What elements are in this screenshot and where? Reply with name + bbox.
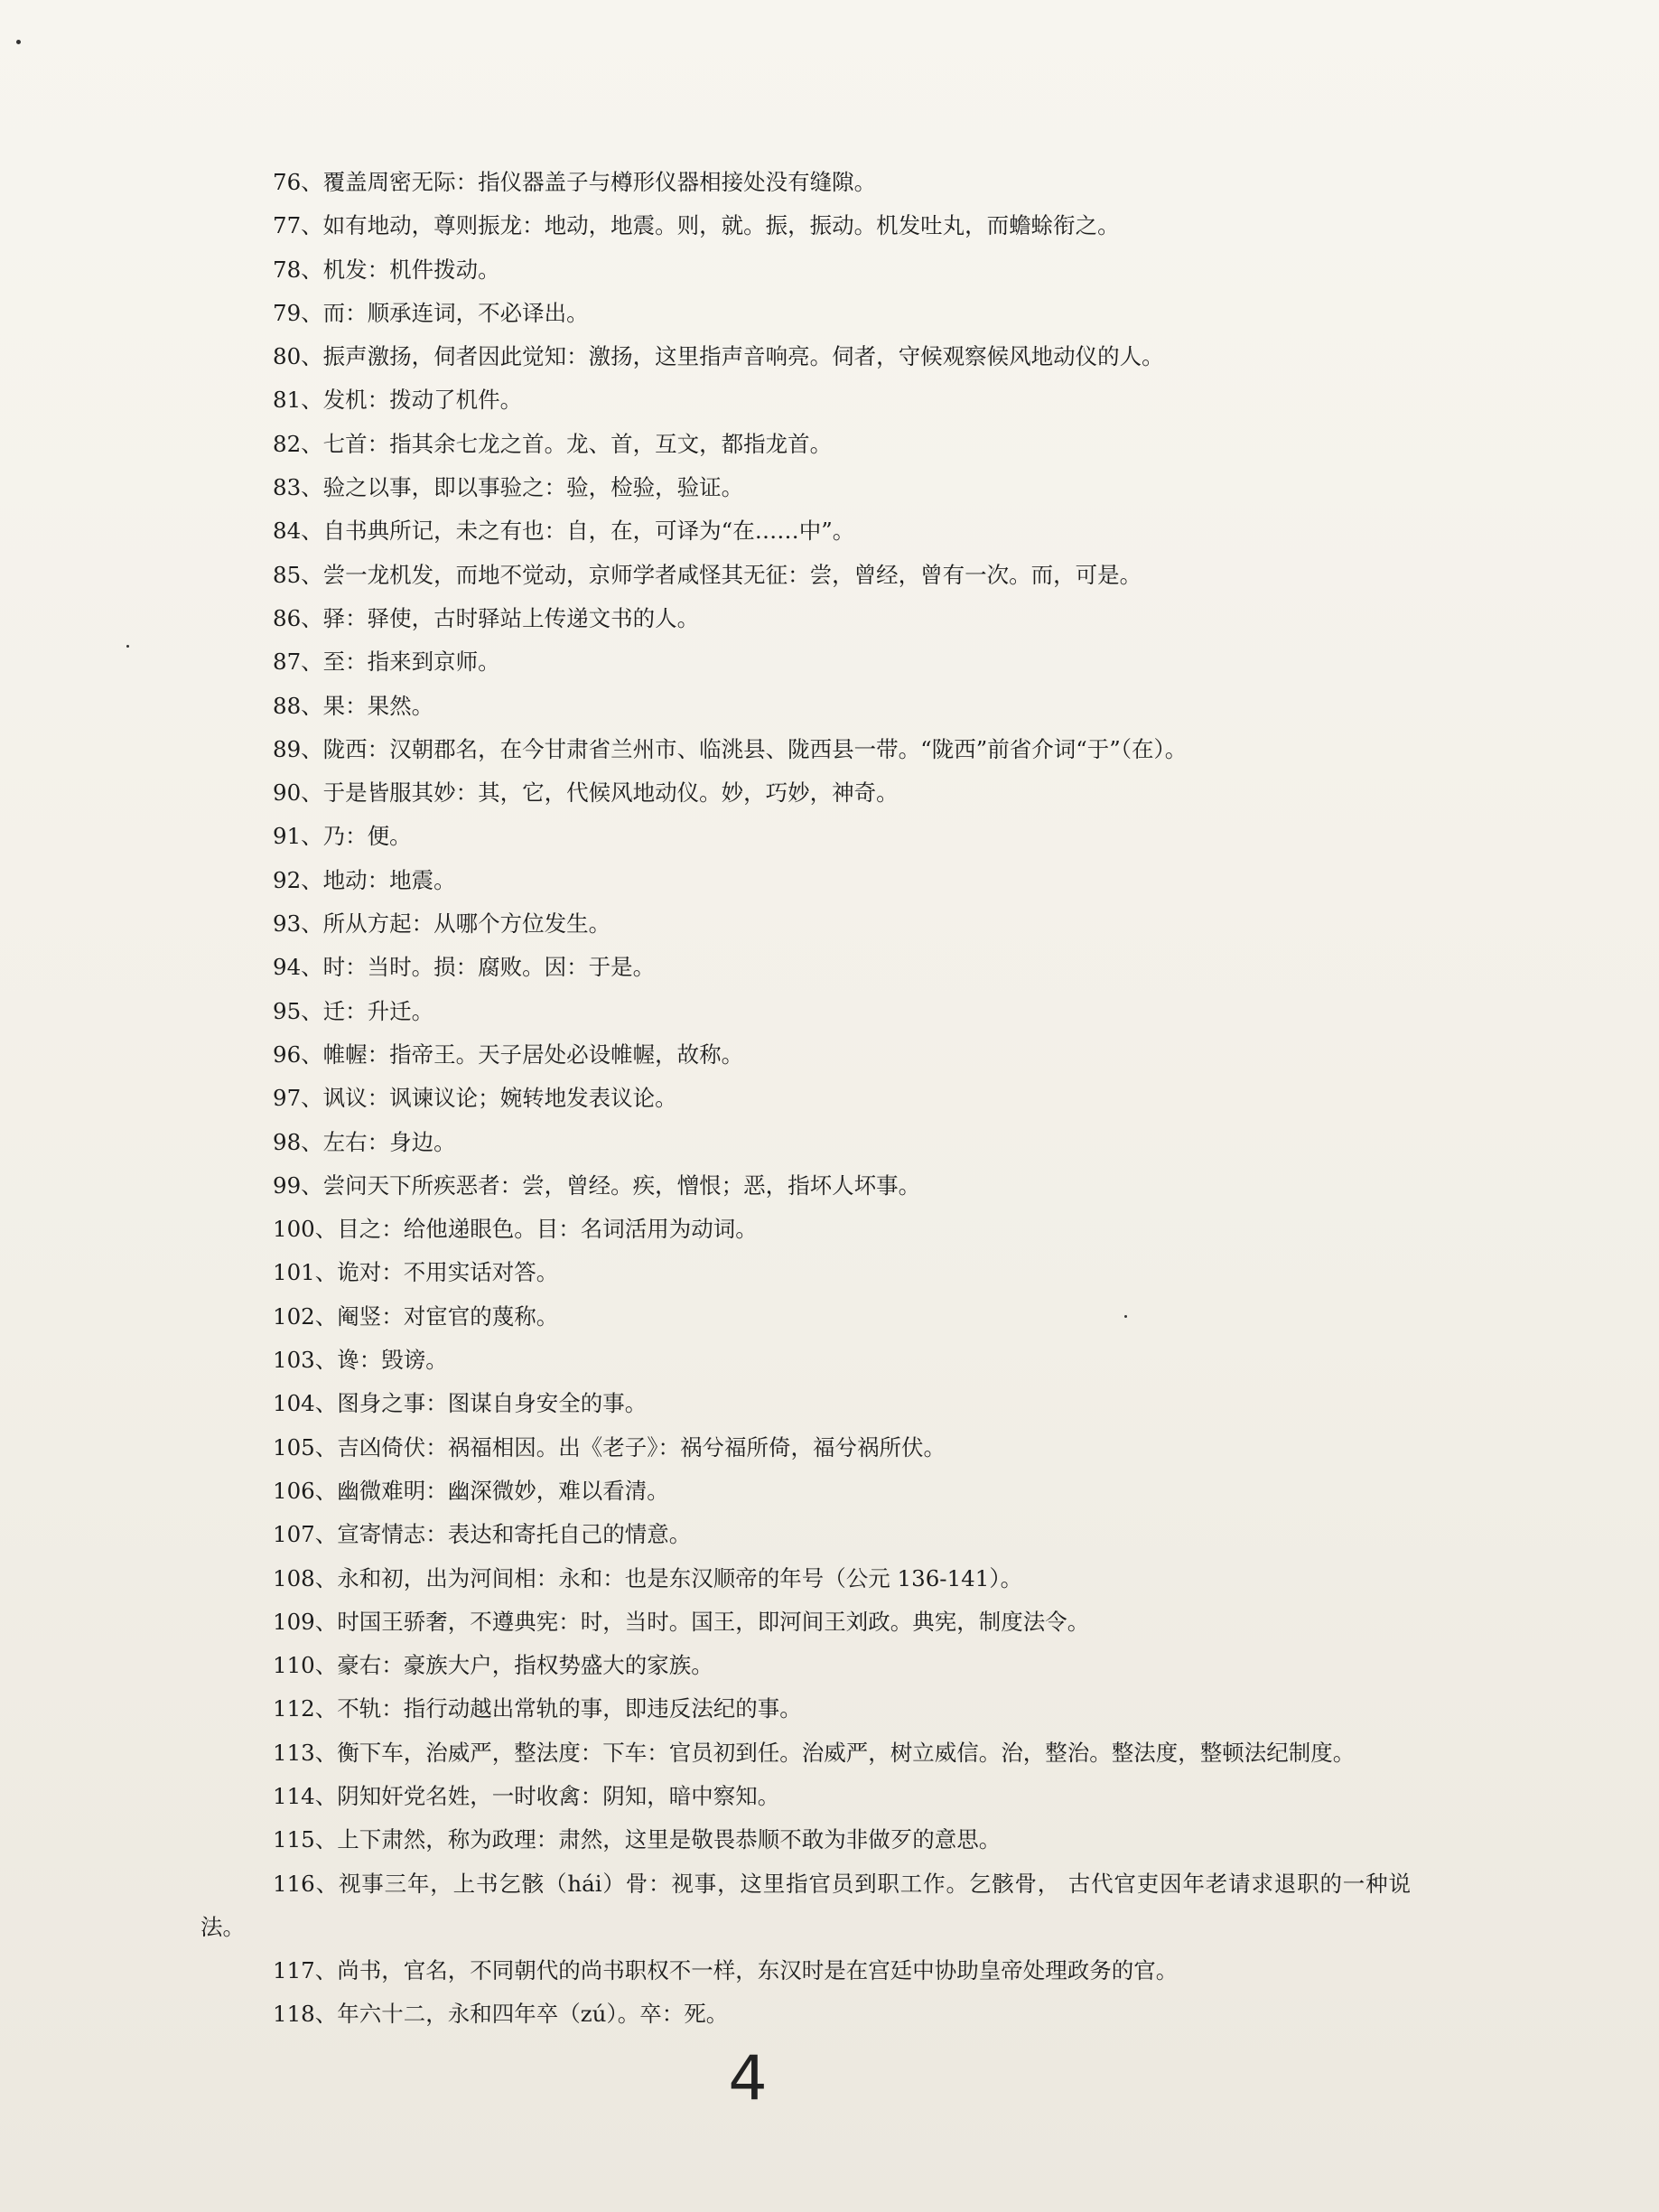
annotation-item: 99、尝问天下所疾恶者：尝，曾经。疾，憎恨；恶，指坏人坏事。 <box>273 1171 921 1199</box>
annotation-item: 78、机发：机件拨动。 <box>273 256 500 283</box>
page-number: 4 <box>728 2043 768 2114</box>
annotation-item: 100、目之：给他递眼色。目：名词活用为动词。 <box>273 1216 758 1243</box>
annotation-item: 118、年六十二，永和四年卒（zú）。卒：死。 <box>273 2001 729 2028</box>
annotation-item: 113、衡下车，治威严，整法度：下车：官员初到任。治威严，树立威信。治，整治。整法度，整顿法纪制度。 <box>273 1739 1356 1766</box>
annotation-item: 90、于是皆服其妙：其，它，代候风地动仪。妙，巧妙，神奇。 <box>273 779 899 807</box>
annotation-item: 87、至：指来到京师。 <box>273 649 500 676</box>
annotation-item: 86、驿：驿使，古时驿站上传递文书的人。 <box>273 604 700 631</box>
annotation-item: 80、振声激扬，伺者因此觉知：激扬，这里指声音响亮。伺者，守候观察候风地动仪的人。 <box>273 343 1164 370</box>
annotation-list <box>200 161 1411 2037</box>
annotation-item: 109、时国王骄奢，不遵典宪：时，当时。国王，即河间王刘政。典宪，制度法令。 <box>273 1608 1090 1635</box>
annotation-item: 112、不轨：指行动越出常轨的事，即违反法纪的事。 <box>273 1695 802 1722</box>
annotation-item: 110、豪右：豪族大户，指权势盛大的家族。 <box>273 1652 713 1679</box>
annotation-item: 115、上下肃然，称为政理：肃然，这里是敬畏恭顺不敢为非做歹的意思。 <box>273 1826 1002 1853</box>
annotation-item: 104、图身之事：图谋自身安全的事。 <box>273 1390 648 1417</box>
annotation-item: 93、所从方起：从哪个方位发生。 <box>273 910 611 938</box>
annotation-item: 96、帷幄：指帝王。天子居处必设帷幄，故称。 <box>273 1041 744 1068</box>
annotation-item: 117、尚书，官名，不同朝代的尚书职权不一样，东汉时是在宫廷中协助皇帝处理政务的官。 <box>273 1957 1179 1984</box>
annotation-item: 95、迁：升迁。 <box>273 997 434 1024</box>
annotation-item: 91、乃：便。 <box>273 823 412 850</box>
annotation-item: 116、视事三年，上书乞骸（hái）骨：视事，这里指官员到职工作。乞骸骨， 古代官吏因年老请求退职的一种说法。 <box>200 1870 1411 1940</box>
annotation-item: 97、讽议：讽谏议论；婉转地发表议论。 <box>273 1085 677 1112</box>
annotation-item: 101、诡对：不用实话对答。 <box>273 1259 559 1286</box>
annotation-item: 85、尝一龙机发，而地不觉动，京师学者咸怪其无征：尝，曾经，曾有一次。而，可是。 <box>273 561 1142 588</box>
annotation-item: 94、时：当时。损：腐败。因：于是。 <box>273 954 656 981</box>
annotation-item: 76、覆盖周密无际：指仪器盖子与樽形仪器相接处没有缝隙。 <box>273 169 877 195</box>
annotation-item: 83、验之以事，即以事验之：验，检验，验证。 <box>273 474 744 501</box>
annotation-item: 77、如有地动，尊则振龙：地动，地震。则，就。振，振动。机发吐丸，而蟾蜍衔之。 <box>273 212 1120 239</box>
annotation-item: 81、发机：拨动了机件。 <box>273 387 523 414</box>
annotation-item: 84、自书典所记，未之有也：自，在，可译为“在……中”。 <box>273 518 855 545</box>
annotation-item: 106、幽微难明：幽深微妙，难以看清。 <box>273 1477 669 1504</box>
annotation-item: 79、而：顺承连词，不必译出。 <box>273 299 589 326</box>
annotation-item: 89、陇西：汉朝郡名，在今甘肃省兰州市、临洮县、陇西县一带。“陇西”前省介词“于”（在）。 <box>273 735 1188 762</box>
annotation-item: 102、阉竖：对宦官的蔑称。 <box>273 1302 559 1330</box>
annotation-item: 108、永和初，出为河间相：永和：也是东汉顺帝的年号（公元 136-141）。 <box>273 1564 1023 1591</box>
annotation-item: 82、七首：指其余七龙之首。龙、首，互文，都指龙首。 <box>273 430 833 457</box>
annotation-item: 107、宣寄情志：表达和寄托自己的情意。 <box>273 1521 692 1548</box>
scan-speck <box>16 40 21 44</box>
scan-speck <box>126 645 129 648</box>
annotation-item: 105、吉凶倚伏：祸福相因。出《老子》：祸兮福所倚，福兮祸所伏。 <box>273 1433 946 1461</box>
annotation-item: 92、地动：地震。 <box>273 866 456 893</box>
annotation-item: 98、左右：身边。 <box>273 1128 456 1155</box>
annotation-item: 88、果：果然。 <box>273 692 434 719</box>
annotation-item: 103、谗：毁谤。 <box>273 1347 448 1374</box>
annotation-item: 114、阴知奸党名姓，一时收禽：阴知，暗中察知。 <box>273 1782 780 1809</box>
